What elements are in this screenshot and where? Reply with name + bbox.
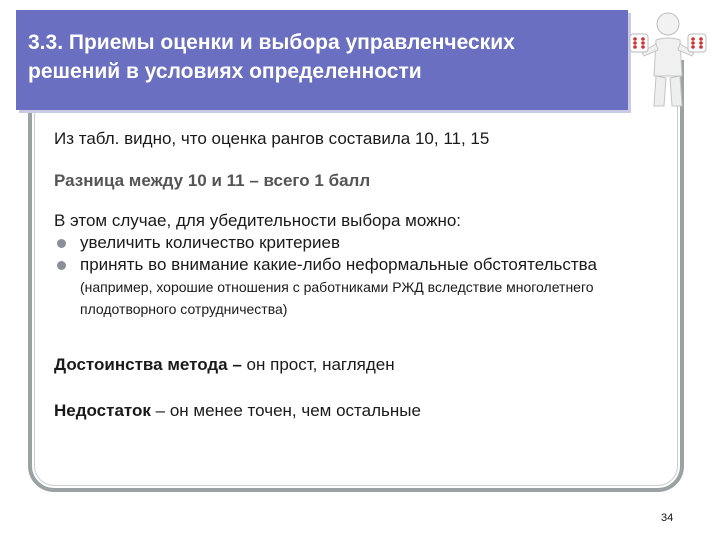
bullet-list — [54, 232, 654, 320]
bullet-text: увеличить количество критериев — [80, 233, 340, 252]
list-item — [54, 232, 654, 254]
title-bar — [16, 10, 628, 110]
slide-title: 3.3. Приемы оценки и выбора управленческих решений в условиях определенности — [28, 31, 515, 83]
paragraph-difference: Разница между 10 и 11 – всего 1 балл — [54, 171, 371, 190]
list-item — [54, 254, 654, 320]
advantages-label: Достоинства метода – — [54, 355, 242, 374]
page-number: 34 — [661, 512, 674, 524]
bullet-icon — [57, 239, 66, 248]
disadvantage-label: Недостаток — [54, 401, 151, 420]
advantages-text: он прост, нагляден — [241, 355, 395, 374]
bullet-icon — [57, 261, 66, 270]
paragraph-advantages — [54, 354, 395, 376]
paragraph-ranks: Из табл. видно, что оценка рангов составила 10, 11, 15 — [54, 129, 490, 148]
bullet-note: (например, хорошие отношения с работниками РЖД вследствие многолетнего плодотворного сотрудничества) — [80, 279, 594, 317]
person-with-dice-icon — [628, 6, 708, 110]
disadvantage-text: – он менее точен, чем остальные — [150, 401, 421, 420]
paragraph-intro: В этом случае, для убедительности выбора можно: — [54, 211, 462, 230]
paragraph-disadvantage — [54, 400, 421, 422]
bullet-text: принять во внимание какие-либо неформальные обстоятельства — [80, 255, 597, 274]
